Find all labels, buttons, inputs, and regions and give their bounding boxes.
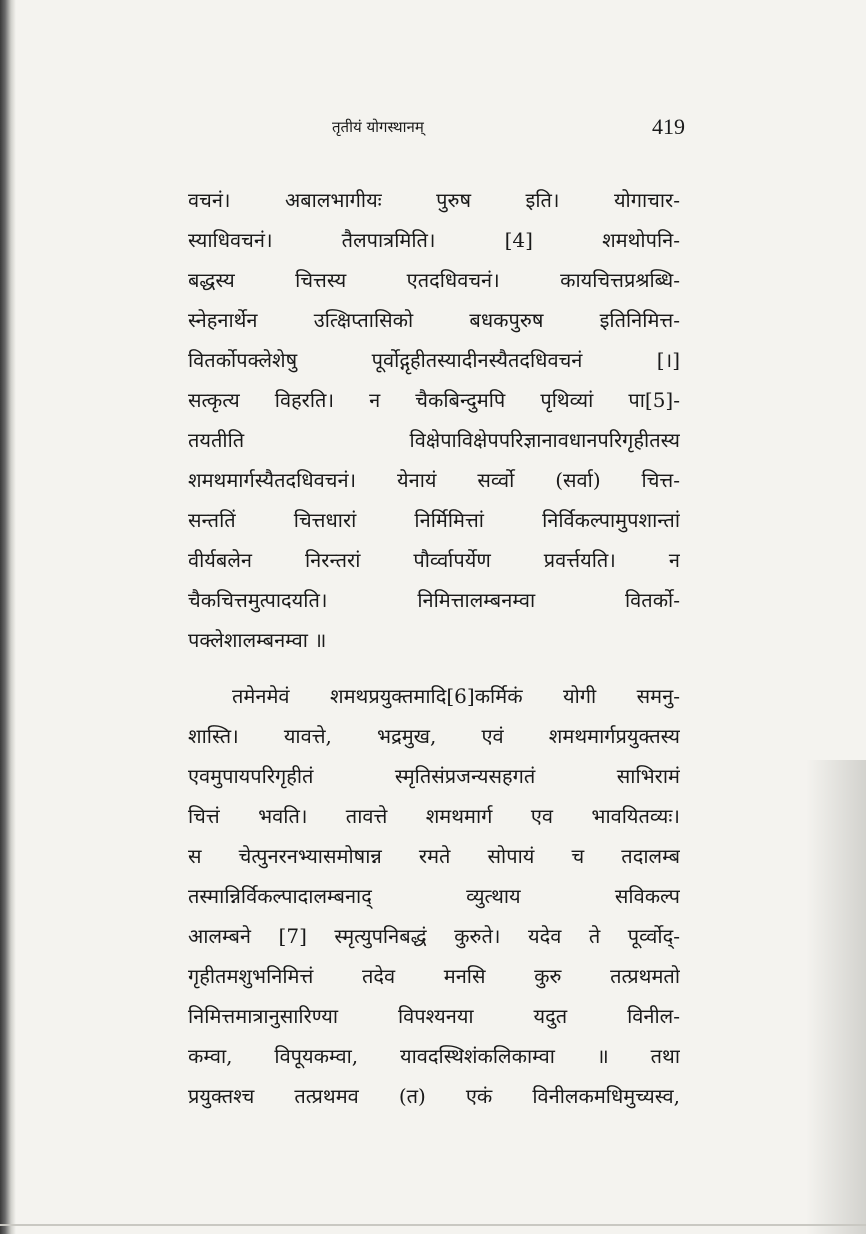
text-line: वीर्यबलेन निरन्तरां पौर्व्वापर्येण प्रवर्त्तयति। न [188,548,680,572]
text-line: शास्ति। यावत्ते, भद्रमुख, एवं शमथमार्गप्रयुक्तस्य [188,724,680,748]
paragraph-spacer [188,660,680,676]
text-line: एवमुपायपरिगृहीतं स्मृतिसंप्रजन्यसहगतं साभिरामं [188,764,680,788]
text-line: स्नेहनार्थेन उत्क्षिप्तासिको बधकपुरुष इतिनिमित्त- [188,308,680,332]
text-line: पक्लेशालम्बनम्वा ॥ [188,628,327,652]
text-line: कम्वा, विपूयकम्वा, यावदस्थिशंकलिकाम्वा ॥ तथा [188,1044,680,1068]
text-line: सन्ततिं चित्तधारां निर्मिमित्तां निर्विकल्पामुपशान्तां [188,508,680,532]
text-line: वितर्कोपक्लेशेषु पूर्वोद्गृहीतस्यादीनस्यैतदधिवचनं [।] [188,348,680,372]
page-number: 419 [652,114,685,139]
text-line: शमथमार्गस्यैतदधिवचनं। येनायं सर्व्वो (सर्वा) चित्त- [188,468,680,492]
text-line: सत्कृत्य विहरति। न चैकबिन्दुमपि पृथिव्यां पा[5]- [188,388,680,412]
page-bottom-edge [0,1224,866,1226]
text-line: तयतीति विक्षेपाविक्षेपपरिज्ञानावधानपरिगृहीतस्य [188,428,680,452]
text-line: तमेनमेवं शमथप्रयुक्तमादि[6]कर्मिकं योगी समनु- [232,684,680,708]
body-text [188,180,680,1116]
text-line: प्रयुक्तश्च तत्प्रथमव (त) एकं विनीलकमधिमुच्यस्व, [188,1084,680,1108]
text-line: बद्धस्य चित्तस्य एतदधिवचनं। कायचित्तप्रश्रब्धि- [188,268,680,292]
paragraph-1 [188,180,680,660]
text-line: चैकचित्तमुत्पादयति। निमित्तालम्बनम्वा वितर्को- [188,588,680,612]
text-line: स्याधिवचनं। तैलपात्रमिति। [4] शमथोपनि- [188,228,680,252]
text-line: वचनं। अबालभागीयः पुरुष इति। योगाचार- [188,188,680,212]
text-line: निमित्तमात्रानुसारिण्या विपश्यनया यदुत विनील- [188,1004,680,1028]
text-line: आलम्बने [7] स्मृत्युपनिबद्धं कुरुते। यदेव ते पूर्व्वोद्- [188,924,680,948]
text-line: स चेत्पुनरनभ्यासमोषान्न रमते सोपायं च तदालम्ब [188,844,680,868]
text-line: गृहीतमशुभनिमित्तं तदेव मनसि कुरु तत्प्रथमतो [188,964,680,988]
running-title: तृतीयं योगस्थानम् [332,118,424,136]
book-gutter-edge [0,0,16,1234]
paragraph-2 [188,676,680,1116]
text-line: चित्तं भवति। तावत्ते शमथमार्ग एव भावयितव्यः। [188,804,680,828]
text-line: तस्मान्निर्विकल्पादालम्बनाद् व्युत्थाय सविकल्प [188,884,680,908]
page-shadow [806,760,866,1234]
